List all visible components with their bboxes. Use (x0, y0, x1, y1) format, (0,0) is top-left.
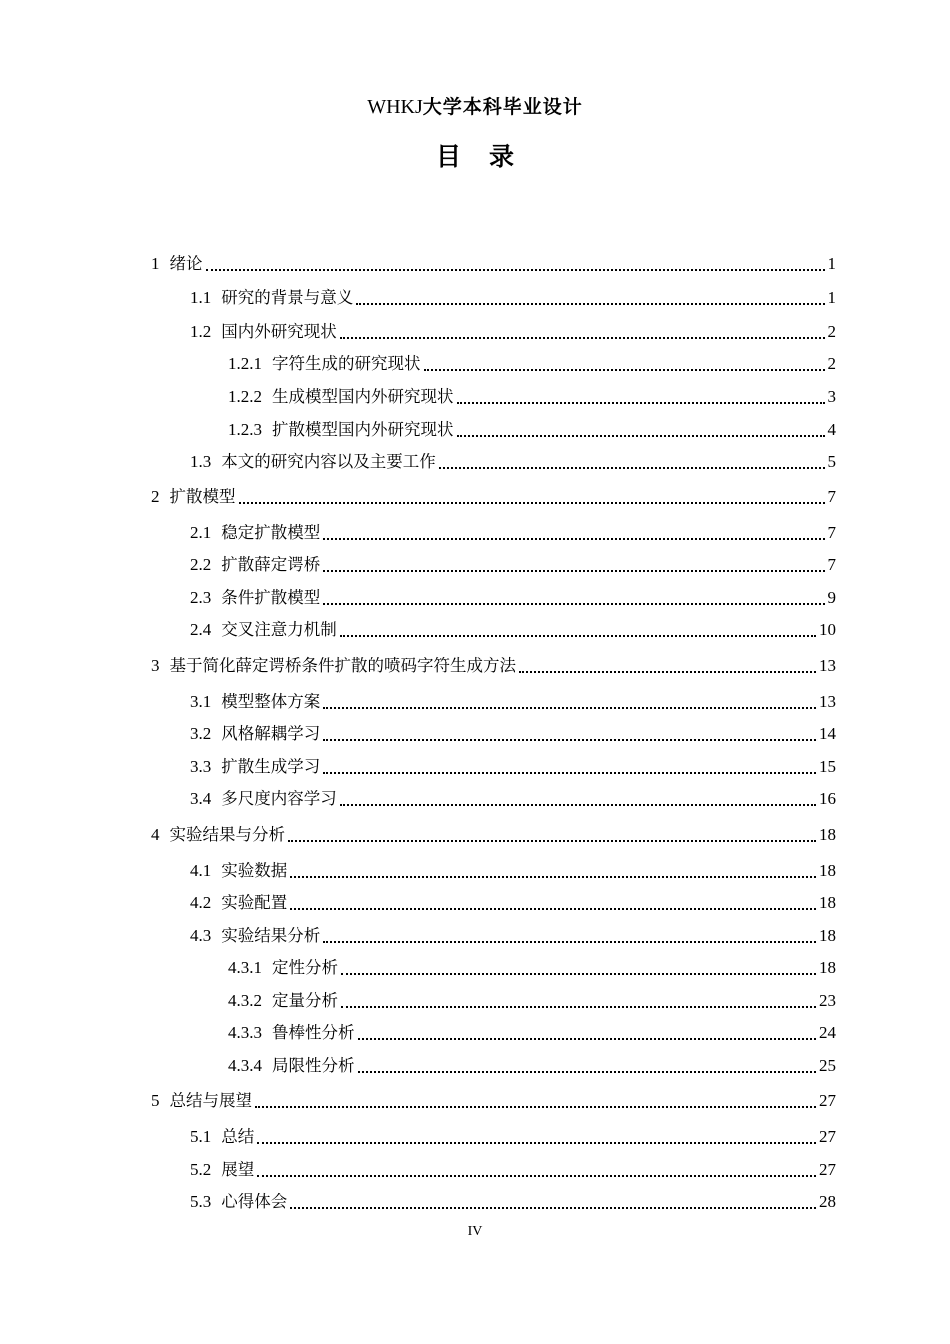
toc-entry-label: 交叉注意力机制 (221, 620, 337, 639)
toc-entry[interactable] (190, 688, 836, 714)
toc-entry-label: 风格解耦学习 (221, 724, 321, 743)
toc-entry-number: 4.2 (190, 893, 212, 912)
toc-dot-leader (323, 538, 824, 540)
toc-dot-leader (323, 772, 816, 774)
toc-entry-number: 2 (151, 487, 160, 506)
toc-entry-label: 研究的背景与意义 (221, 288, 354, 307)
toc-entry-label: 实验数据 (221, 861, 288, 880)
toc-entry[interactable] (228, 350, 836, 376)
toc-entry-label: 局限性分析 (272, 1056, 355, 1075)
toc-entry[interactable] (151, 652, 836, 678)
toc-entry-label: 条件扩散模型 (221, 588, 321, 607)
toc-entry-page: 10 (819, 620, 836, 639)
toc-entry-number: 1.1 (190, 288, 212, 307)
toc-dot-leader (323, 570, 824, 572)
toc-dot-leader (206, 269, 825, 271)
toc-entry-page: 9 (827, 588, 836, 607)
toc-entry-number: 5.2 (190, 1160, 212, 1179)
toc-entry-label: 心得体会 (221, 1192, 288, 1211)
toc-entry-page: 18 (819, 825, 836, 844)
toc-entry-page: 23 (819, 991, 836, 1010)
toc-entry-number: 2.3 (190, 588, 212, 607)
toc-entry-number: 5.3 (190, 1192, 212, 1211)
toc-entry-page: 13 (819, 656, 836, 675)
header-latin-text: WHKJ (367, 96, 423, 118)
toc-entry-page: 18 (819, 926, 836, 945)
toc-entry[interactable] (151, 1087, 836, 1113)
toc-entry-label: 扩散薛定谔桥 (221, 555, 321, 574)
toc-entry[interactable] (190, 551, 836, 577)
toc-entry[interactable] (190, 922, 836, 948)
toc-entry[interactable] (228, 987, 836, 1013)
toc-dot-leader (290, 908, 816, 910)
toc-entry-label: 本文的研究内容以及主要工作 (221, 452, 436, 471)
page-number-footer: IV (467, 1224, 483, 1239)
toc-entry-number: 3.4 (190, 789, 212, 808)
toc-entry-page: 3 (827, 387, 836, 406)
toc-entry[interactable] (190, 584, 836, 610)
toc-entry-label: 定量分析 (272, 991, 338, 1010)
toc-entry[interactable] (190, 1123, 836, 1149)
toc-entry-page: 2 (827, 354, 836, 373)
toc-entry-number: 4.3.4 (228, 1056, 262, 1075)
toc-entry-label: 模型整体方案 (221, 692, 321, 711)
toc-entry-page: 7 (827, 555, 836, 574)
toc-dot-leader (340, 635, 816, 637)
toc-entry-label: 总结与展望 (169, 1091, 252, 1110)
toc-entry-number: 3.2 (190, 724, 212, 743)
toc-entry-number: 1 (151, 254, 160, 273)
header-title-text: 大学本科毕业设计 (422, 96, 583, 118)
toc-entry-number: 4.3.1 (228, 958, 262, 977)
toc-entry-page: 15 (819, 757, 836, 776)
toc-dot-leader (341, 1006, 816, 1008)
toc-entry[interactable] (190, 284, 836, 310)
toc-entry[interactable] (190, 720, 836, 746)
toc-entry-page: 18 (819, 861, 836, 880)
toc-entry-page: 1 (827, 288, 836, 307)
toc-entry-page: 27 (819, 1160, 836, 1179)
toc-dot-leader (290, 1207, 816, 1209)
toc-entry-number: 3.3 (190, 757, 212, 776)
toc-entry[interactable] (228, 954, 836, 980)
toc-entry-number: 4.3.3 (228, 1023, 262, 1042)
toc-entry[interactable] (190, 857, 836, 883)
toc-entry-label: 扩散模型国内外研究现状 (272, 420, 454, 439)
toc-entry[interactable] (190, 889, 836, 915)
toc-entry-page: 1 (827, 254, 836, 273)
toc-entry[interactable] (228, 416, 836, 442)
toc-title-first-char: 目 (435, 142, 461, 171)
toc-entry-number: 2.2 (190, 555, 212, 574)
toc-entry-page: 2 (827, 322, 836, 341)
toc-entry-label: 实验配置 (221, 893, 288, 912)
toc-entry-page: 25 (819, 1056, 836, 1075)
toc-entry-page: 28 (819, 1192, 836, 1211)
toc-entry-label: 实验结果与分析 (169, 825, 285, 844)
toc-entry-number: 1.2.2 (228, 387, 262, 406)
toc-entry[interactable] (190, 785, 836, 811)
toc-entry[interactable] (228, 1052, 836, 1078)
toc-entry[interactable] (151, 821, 836, 847)
toc-title-second-char: 录 (489, 142, 515, 171)
toc-entry[interactable] (190, 616, 836, 642)
toc-dot-leader (424, 369, 825, 371)
toc-dot-leader (358, 1038, 817, 1040)
toc-entry[interactable] (151, 483, 836, 509)
toc-entry-number: 1.2 (190, 322, 212, 341)
toc-entry[interactable] (190, 448, 836, 474)
toc-dot-leader (288, 840, 816, 842)
toc-entry[interactable] (190, 1188, 836, 1214)
toc-entry-page: 7 (827, 523, 836, 542)
toc-dot-leader (323, 739, 816, 741)
toc-entry-page: 27 (819, 1091, 836, 1110)
toc-dot-leader (457, 402, 825, 404)
toc-entry-label: 扩散生成学习 (221, 757, 321, 776)
toc-entry[interactable] (151, 250, 836, 276)
toc-entry-page: 27 (819, 1127, 836, 1146)
toc-entry[interactable] (190, 318, 836, 344)
toc-dot-leader (323, 707, 816, 709)
toc-entry-page: 4 (827, 420, 836, 439)
toc-entry-number: 5 (151, 1091, 160, 1110)
toc-entry-number: 4 (151, 825, 160, 844)
toc-entry-label: 展望 (221, 1160, 255, 1179)
toc-dot-leader (439, 467, 825, 469)
toc-dot-leader (323, 603, 824, 605)
toc-entry-page: 7 (827, 487, 836, 506)
toc-entry-label: 绪论 (169, 254, 203, 273)
toc-entry-number: 1.2.3 (228, 420, 262, 439)
toc-entry-page: 18 (819, 893, 836, 912)
toc-entry[interactable] (228, 1019, 836, 1045)
toc-entry-label: 基于简化薛定谔桥条件扩散的喷码字符生成方法 (169, 656, 516, 675)
toc-entry-label: 生成模型国内外研究现状 (272, 387, 454, 406)
toc-dot-leader (519, 671, 816, 673)
toc-entry-page: 13 (819, 692, 836, 711)
toc-entry-number: 5.1 (190, 1127, 212, 1146)
toc-dot-leader (340, 804, 816, 806)
toc-entry-number: 2.1 (190, 523, 212, 542)
toc-entry-label: 字符生成的研究现状 (272, 354, 421, 373)
toc-entry-number: 2.4 (190, 620, 212, 639)
toc-entry[interactable] (228, 383, 836, 409)
toc-entry-page: 16 (819, 789, 836, 808)
toc-entry-number: 3 (151, 656, 160, 675)
toc-entry-page: 14 (819, 724, 836, 743)
toc-entry-page: 18 (819, 958, 836, 977)
toc-dot-leader (239, 502, 825, 504)
toc-entry-number: 1.2.1 (228, 354, 262, 373)
toc-entry-page: 5 (827, 452, 836, 471)
toc-dot-leader (356, 303, 824, 305)
toc-entry-number: 4.3 (190, 926, 212, 945)
toc-entry-label: 实验结果分析 (221, 926, 321, 945)
toc-dot-leader (323, 941, 816, 943)
toc-entry[interactable] (190, 519, 836, 545)
toc-dot-leader (257, 1142, 816, 1144)
toc-dot-leader (255, 1106, 816, 1108)
toc-entry-label: 总结 (221, 1127, 255, 1146)
toc-entry[interactable] (190, 1156, 836, 1182)
toc-dot-leader (340, 337, 825, 339)
toc-entry-label: 多尺度内容学习 (221, 789, 337, 808)
toc-entry-label: 定性分析 (272, 958, 338, 977)
toc-entry-number: 4.1 (190, 861, 212, 880)
toc-dot-leader (290, 876, 816, 878)
toc-dot-leader (257, 1175, 816, 1177)
toc-entry-number: 3.1 (190, 692, 212, 711)
toc-entry-page: 24 (819, 1023, 836, 1042)
toc-entry[interactable] (190, 753, 836, 779)
toc-entry-label: 鲁棒性分析 (272, 1023, 355, 1042)
toc-entry-label: 国内外研究现状 (221, 322, 337, 341)
toc-dot-leader (341, 973, 816, 975)
toc-dot-leader (358, 1071, 817, 1073)
toc-dot-leader (457, 435, 825, 437)
toc-entry-number: 1.3 (190, 452, 212, 471)
toc-entry-label: 扩散模型 (169, 487, 236, 506)
toc-entry-number: 4.3.2 (228, 991, 262, 1010)
toc-entry-label: 稳定扩散模型 (221, 523, 321, 542)
